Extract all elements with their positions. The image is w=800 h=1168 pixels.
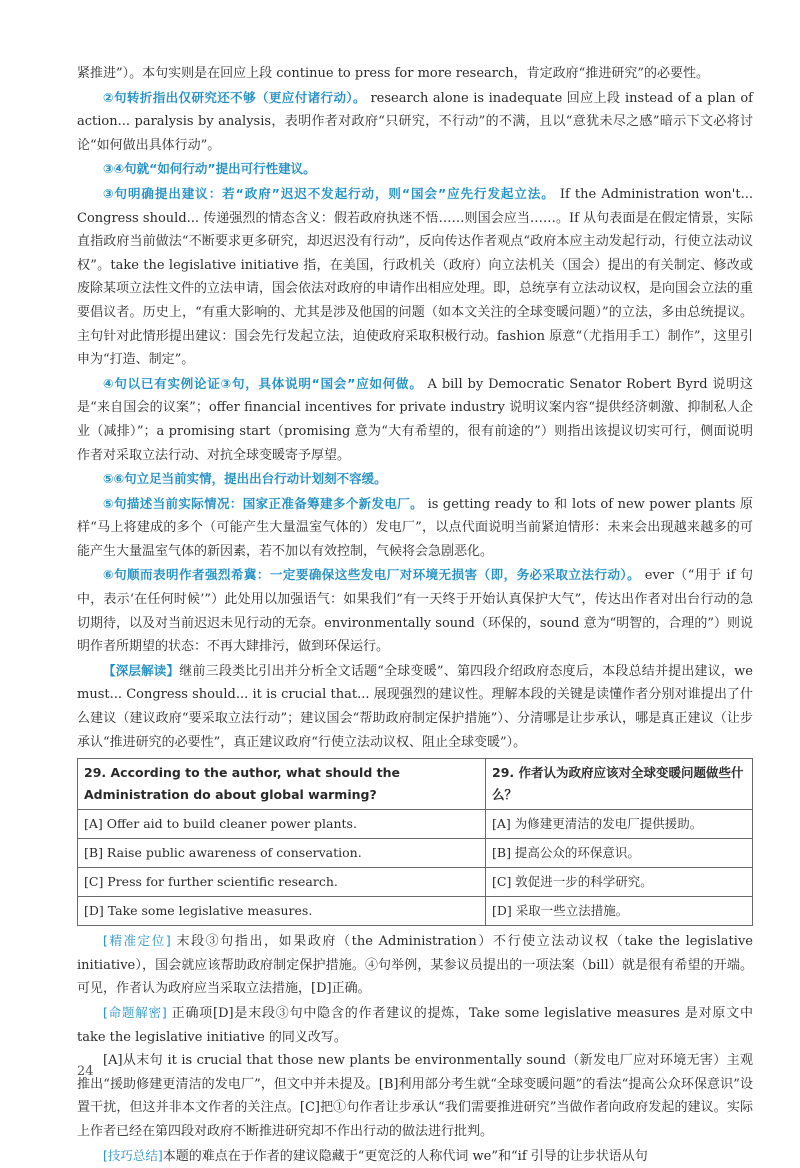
- paragraph-7-body: is getting ready to 和 lots of new power plants 原样“马上将建成的多个（可能产生大量温室气体的）发电厂”，以点代面说明当前紧迫情形：未来会出现越来越多的可能产生大量温室气体的新因素，若不加以有效控制，气候将会急剧恶化。: [77, 496, 753, 559]
- option-b-zh: [B] 提高公众的环保意识。: [486, 839, 753, 868]
- highlight-sentence-6: ⑥句顺而表明作者强烈希冀：一定要确保这些发电厂对环境无损害（即，务必采取立法行动）。: [103, 567, 641, 583]
- paragraph-4: [77, 182, 753, 372]
- highlight-sentence-5: ⑤句描述当前实际情况：国家正准备筹建多个新发电厂。: [103, 495, 424, 511]
- question-en: 29. According to the author, what should the Administration do about global warming?: [78, 759, 486, 810]
- paragraph-9: [77, 659, 753, 754]
- paragraph-9-body: 继前三段类比引出并分析全文话题“全球变暖”、第四段介绍政府态度后，本段总结并提出建议，we must... Congress should... it is crucial that... 展现强烈的建议性。理解本段的关键是读懂作者分别对谁提出了什么建议（建议政府“要采取立法行动”；建议国会“帮助政府制定保护措施”）、分清哪是让步承认，哪是真正建议（让步承认“推进研究的必要性”，真正建议政府“行使立法动议权、阻止全球变暖”）。: [77, 663, 753, 750]
- analysis-decode: [77, 1001, 753, 1049]
- paragraph-5: [77, 372, 753, 467]
- paragraph-5-body: A bill by Democratic Senator Robert Byrd 说明这是“来自国会的议案”；offer financial incentives for private industry 说明议案内容“提供经济刺激、抑制私人企业（减排）”；a promising start（promising 意为“大有希望的，很有前途的”）则指出该提议切实可行，侧面说明作者对采取立法行动、对抗全球变暖寄予厚望。: [77, 376, 753, 463]
- question-table: [77, 758, 753, 926]
- decode-tag: [命题解密]: [103, 1005, 167, 1020]
- page-content: [77, 0, 753, 1168]
- option-row: [78, 810, 753, 839]
- option-row: [78, 897, 753, 926]
- analysis-summary-body: 本题的难点在于作者的建议隐藏于“更宽泛的人称代词 we”和“if 引导的让步状语从句: [162, 1148, 648, 1164]
- paragraph-3: [77, 157, 753, 182]
- analysis-locate-body: 末段③句指出，如果政府（the Administration）不行使立法动议权（take the legislative initiative），国会就应该帮助政府制定保护措施。④句举例，某参议员提出的一项法案（bill）就是很有希望的开端。可见，作者认为政府应当采取立法措施，[D]正确。: [77, 934, 753, 997]
- analysis-summary: [77, 1144, 753, 1168]
- option-a-zh: [A] 为修建更清洁的发电厂提供援助。: [486, 810, 753, 839]
- question-row: [78, 759, 753, 810]
- option-d-en: [D] Take some legislative measures.: [78, 897, 486, 926]
- paragraph-6: [77, 467, 753, 492]
- option-c-en: [C] Press for further scientific research.: [78, 868, 486, 897]
- highlight-sentence-2: ②句转折指出仅研究还不够（更应付诸行动）。: [103, 89, 366, 105]
- highlight-sentence-56: ⑤⑥句立足当前实情，提出出台行动计划刻不容缓。: [103, 471, 387, 487]
- option-row: [78, 839, 753, 868]
- option-a-en: [A] Offer aid to build cleaner power plants.: [78, 810, 486, 839]
- page-number: 24: [77, 1064, 94, 1079]
- paragraph-2-body: research alone is inadequate 回应上段 instead of a plan of action... paralysis by analysis，表明作者对政府“只研究，不行动”的不满，且以“意犹未尽之感”暗示下文必将讨论“如何做出具体行动”。: [77, 90, 753, 153]
- paragraph-8-body: ever（“用于 if 句中，表示‘在任何时候’”）此处用以加强语气：如果我们“有一天终于开始认真保护大气”，传达出作者对出台行动的急切期待，以及对当前迟迟未见行动的无奈。environmentally sound（环保的，sound 意为“明智的，合理的”）则说明作者所期望的状态：不再大肆排污，做到环保运行。: [77, 568, 753, 655]
- paragraph-2: [77, 86, 753, 158]
- paragraph-4-body: If the Administration won't... Congress should... 传递强烈的情态含义：假若政府执迷不悟……则国会应当……。If 从句表面是在假定情景，实际直指政府当前做法“不断要求更多研究，却迟迟没有行动”，反向传达作者观点“政府本应主动发起行动，行使立法动议权”。take the legislative initiative 指，在美国，行政机关（政府）向立法机关（国会）提出的有关制定、修改或废除某项立法性文件的立法申请，国会依法对政府的申请作出相应处理。即，总统享有立法动议权，是向国会立法的重要倡议者。历史上，“有重大影响的、尤其是涉及他国的问题（如本文关注的全球变暖问题）”的立法，多由总统提议。主句针对此情形提出建议：国会先行发起立法，迫使政府采取积极行动。fashion 原意“（尤指用手工）制作”，这里引申为“打造、制定”。: [77, 186, 754, 368]
- paragraph-8: [77, 563, 753, 658]
- highlight-sentence-3: ③句明确提出建议：若“政府”迟迟不发起行动，则“国会”应先行发起立法。: [103, 185, 555, 201]
- deep-analysis-tag: 【深层解读】: [103, 662, 180, 678]
- analysis-distractors: [A]从末句 it is crucial that those new plants be environmentally sound（新发电厂应对环境无害）主观推出“援助修建更清洁的发电厂”，但文中并未提及。[B]利用部分考生就“全球变暖问题”的看法“提高公众环保意识”设置干扰，但这并非本文作者的关注点。[C]把①句作者让步承认“我们需要推进研究”当做作者向政府发起的建议。实际上作者已经在第四段对政府不断推进研究却不作出行动的做法进行批判。: [77, 1053, 753, 1139]
- option-b-en: [B] Raise public awareness of conservation.: [78, 839, 486, 868]
- paragraph-1: 紧推进”）。本句实则是在回应上段 continue to press for more research，肯定政府“推进研究”的必要性。: [77, 66, 709, 81]
- question-zh: 29. 作者认为政府应该对全球变暖问题做些什么？: [486, 759, 753, 810]
- highlight-sentence-34: ③④句就“如何行动”提出可行性建议。: [103, 161, 316, 177]
- option-c-zh: [C] 敦促进一步的科学研究。: [486, 868, 753, 897]
- summary-tag: [技巧总结]: [103, 1147, 163, 1163]
- paragraph-7: [77, 492, 753, 564]
- analysis-decode-body: 正确项[D]是末段③句中隐含的作者建议的提炼，Take some legislative measures 是对原文中 take the legislative initiative 的同义改写。: [77, 1006, 753, 1045]
- locate-tag: [精准定位]: [103, 933, 171, 949]
- option-row: [78, 868, 753, 897]
- option-d-zh: [D] 采取一些立法措施。: [486, 897, 753, 926]
- analysis-locate: [77, 929, 753, 1001]
- highlight-sentence-4: ④句以已有实例论证③句，具体说明“国会”应如何做。: [103, 375, 423, 391]
